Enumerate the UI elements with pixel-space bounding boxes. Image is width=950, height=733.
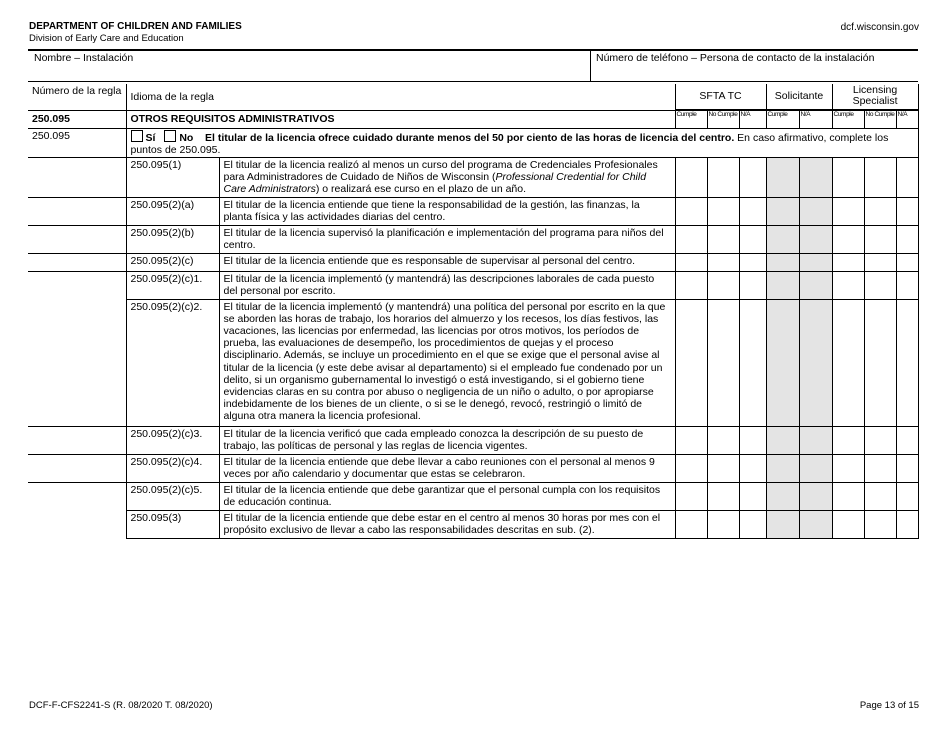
rule-number: 250.095(2)(b) bbox=[126, 225, 219, 253]
specialist-cumple-box[interactable] bbox=[832, 482, 864, 510]
margin-cell bbox=[28, 253, 126, 271]
specialist-cumple-box[interactable] bbox=[832, 225, 864, 253]
applicant-na-box[interactable] bbox=[799, 299, 832, 426]
applicant-na-box[interactable] bbox=[799, 454, 832, 482]
rule-text bbox=[219, 157, 675, 197]
sfta-na-box[interactable] bbox=[739, 157, 766, 197]
rule-number: 250.095(2)(c) bbox=[126, 253, 219, 271]
applicant-cumple-box[interactable] bbox=[766, 454, 799, 482]
applicant-cumple-box[interactable] bbox=[766, 299, 799, 426]
question-rule-number: 250.095 bbox=[28, 128, 126, 157]
facility-name-label: Nombre – Instalación bbox=[34, 52, 134, 64]
specialist-no-cumple-box[interactable] bbox=[864, 510, 896, 538]
specialist-na-box[interactable] bbox=[896, 426, 918, 454]
section-number: 250.095 bbox=[28, 110, 126, 128]
sfta-no-cumple-box[interactable] bbox=[707, 225, 739, 253]
sfta-cumple-box[interactable] bbox=[675, 157, 707, 197]
rule-number: 250.095(1) bbox=[126, 157, 219, 197]
specialist-cumple-box[interactable] bbox=[832, 271, 864, 299]
applicant-na-box[interactable] bbox=[799, 197, 832, 225]
sfta-na-box[interactable] bbox=[739, 426, 766, 454]
sfta-cumple-box[interactable] bbox=[675, 197, 707, 225]
specialist-na-box[interactable] bbox=[896, 454, 918, 482]
specialist-no-cumple-box[interactable] bbox=[864, 454, 896, 482]
sfta-na-box[interactable] bbox=[739, 454, 766, 482]
rule-text: El titular de la licencia entiende que debe llevar a cabo reuniones con el personal al menos 9 veces por año calendario y documentar que estas se celebraron. bbox=[219, 454, 675, 482]
sfta-no-cumple-box[interactable] bbox=[707, 197, 739, 225]
specialist-cumple-box[interactable] bbox=[832, 253, 864, 271]
specialist-na-box[interactable] bbox=[896, 253, 918, 271]
applicant-na-box[interactable] bbox=[799, 157, 832, 197]
column-header-rule-language: Idioma de la regla bbox=[126, 84, 675, 110]
applicant-cumple-box[interactable] bbox=[766, 157, 799, 197]
sfta-no-cumple-box[interactable] bbox=[707, 510, 739, 538]
specialist-cumple-box[interactable] bbox=[832, 454, 864, 482]
applicant-na-box[interactable] bbox=[799, 426, 832, 454]
sfta-cumple-box[interactable] bbox=[675, 253, 707, 271]
specialist-na-box[interactable] bbox=[896, 510, 918, 538]
specialist-no-cumple-box[interactable] bbox=[864, 157, 896, 197]
sfta-no-cumple-box[interactable] bbox=[707, 253, 739, 271]
applicant-cumple-box[interactable] bbox=[766, 510, 799, 538]
sfta-cumple-box[interactable] bbox=[675, 426, 707, 454]
rule-text: El titular de la licencia implementó (y mantendrá) una política del personal por escrito en la que se aborden las horas de trabajo, los horarios del almuerzo y los recesos, los días festivos, las vacaciones, las licencias por enfermedad, las licencias por otros motivos, los períodos de prueba, las evaluaciones de desempeño, los procedimientos de quejas y el proceso disciplinario. Además, se incluye un procedimiento en el que se exige que el personal avise al titular de la licencia (y este debe avisar al departamento) si el empleado fue condenado por un delito, si un organismo gubernamental lo investigó o está investigando, si el gobierno tiene evidencias claras en su contra por abuso o negligencia de un niño o adulto, o por apropiarse indebidamente de los bienes de un cliente, o si se le denegó, revocó, restringió o limitó de alguna otra manera la licencia profesional. bbox=[219, 299, 675, 426]
sfta-no-cumple-box[interactable] bbox=[707, 426, 739, 454]
specialist-no-cumple-box[interactable] bbox=[864, 197, 896, 225]
rule-text-part: ) o realizará ese curso en el plazo de un año. bbox=[315, 183, 527, 196]
yes-label: Sí bbox=[145, 131, 156, 144]
applicant-cumple-header: Cumple bbox=[766, 110, 799, 128]
sfta-no-cumple-box[interactable] bbox=[707, 299, 739, 426]
rule-number: 250.095(2)(c)5. bbox=[126, 482, 219, 510]
form-id: DCF-F-CFS2241-S (R. 08/2020 T. 08/2020) bbox=[29, 700, 213, 711]
contact-phone-label: Número de teléfono – Persona de contacto de la instalación bbox=[596, 52, 875, 64]
rule-text: El titular de la licencia entiende que debe estar en el centro al menos 30 horas por mes con el propósito exclusivo de llevar a cabo las responsabilidades descritas en sub. (2). bbox=[219, 510, 675, 538]
margin-cell bbox=[28, 482, 126, 510]
sfta-na-header: N/A bbox=[739, 110, 766, 128]
specialist-no-cumple-box[interactable] bbox=[864, 299, 896, 426]
margin-cell bbox=[28, 157, 126, 197]
rule-text-part: El titular de la licencia realizó al menos un curso del programa de Credenciales Profesionales para Administradores de Cuidado de Niños de Wisconsin ( bbox=[223, 158, 658, 184]
applicant-na-box[interactable] bbox=[799, 225, 832, 253]
sfta-na-box[interactable] bbox=[739, 482, 766, 510]
checklist-table bbox=[28, 84, 919, 539]
margin-cell bbox=[28, 271, 126, 299]
specialist-na-box[interactable] bbox=[896, 271, 918, 299]
header-divider bbox=[28, 49, 918, 51]
no-checkbox[interactable] bbox=[164, 130, 176, 142]
sfta-no-cumple-box[interactable] bbox=[707, 454, 739, 482]
applicant-na-box[interactable] bbox=[799, 510, 832, 538]
column-group-sfta: SFTA TC bbox=[675, 84, 766, 109]
specialist-na-box[interactable] bbox=[896, 197, 918, 225]
sfta-na-box[interactable] bbox=[739, 271, 766, 299]
specialist-cumple-header: Cumple bbox=[832, 110, 864, 128]
column-group-applicant: Solicitante bbox=[766, 84, 832, 109]
website-link[interactable]: dcf.wisconsin.gov bbox=[840, 22, 919, 33]
specialist-no-cumple-box[interactable] bbox=[864, 426, 896, 454]
rule-number: 250.095(3) bbox=[126, 510, 219, 538]
rule-text: El titular de la licencia entiende que debe garantizar que el personal cumpla con los requisitos de educación continua. bbox=[219, 482, 675, 510]
question-text: El titular de la licencia ofrece cuidado durante menos del 50 por ciento de las horas de licencia del centro. bbox=[205, 131, 735, 144]
sfta-cumple-box[interactable] bbox=[675, 482, 707, 510]
rule-text: El titular de la licencia verificó que cada empleado conozca la descripción de su puesto de trabajo, las políticas de personal y las reglas de licencia vigentes. bbox=[219, 426, 675, 454]
rule-text: El titular de la licencia entiende que tiene la responsabilidad de la gestión, las finanzas, la planta física y las actividades diarias del centro. bbox=[219, 197, 675, 225]
specialist-na-box[interactable] bbox=[896, 157, 918, 197]
applicant-na-box[interactable] bbox=[799, 271, 832, 299]
specialist-no-cumple-header: No Cumple bbox=[864, 110, 896, 128]
applicant-na-header: N/A bbox=[799, 110, 832, 128]
sfta-na-box[interactable] bbox=[739, 225, 766, 253]
sfta-cumple-box[interactable] bbox=[675, 225, 707, 253]
specialist-no-cumple-box[interactable] bbox=[864, 225, 896, 253]
specialist-cumple-box[interactable] bbox=[832, 510, 864, 538]
rule-number: 250.095(2)(a) bbox=[126, 197, 219, 225]
sfta-cumple-box[interactable] bbox=[675, 454, 707, 482]
specialist-no-cumple-box[interactable] bbox=[864, 253, 896, 271]
rule-number: 250.095(2)(c)2. bbox=[126, 299, 219, 426]
rule-number: 250.095(2)(c)4. bbox=[126, 454, 219, 482]
applicant-na-box[interactable] bbox=[799, 253, 832, 271]
specialist-cumple-box[interactable] bbox=[832, 157, 864, 197]
margin-cell bbox=[28, 225, 126, 253]
rule-text-italic: Professional Credential for Child Care Administrators bbox=[223, 171, 647, 196]
column-group-specialist: Licensing Specialist bbox=[832, 84, 918, 109]
facility-fields-bottom bbox=[28, 81, 918, 82]
sfta-no-cumple-box[interactable] bbox=[707, 157, 739, 197]
specialist-no-cumple-box[interactable] bbox=[864, 482, 896, 510]
specialist-cumple-box[interactable] bbox=[832, 197, 864, 225]
rule-text: El titular de la licencia entiende que es responsable de supervisar al personal del centro. bbox=[219, 253, 675, 271]
rule-number: 250.095(2)(c)3. bbox=[126, 426, 219, 454]
rule-text: El titular de la licencia implementó (y mantendrá) las descripciones laborales de cada puesto del personal por escrito. bbox=[219, 271, 675, 299]
facility-field-divider bbox=[590, 50, 591, 81]
specialist-no-cumple-box[interactable] bbox=[864, 271, 896, 299]
specialist-cumple-box[interactable] bbox=[832, 426, 864, 454]
margin-cell bbox=[28, 510, 126, 538]
sfta-cumple-header: Cumple bbox=[675, 110, 707, 128]
no-label: No bbox=[179, 131, 194, 144]
yes-checkbox[interactable] bbox=[131, 130, 143, 142]
column-header-rule-number: Número de la regla bbox=[28, 84, 126, 110]
sfta-no-cumple-box[interactable] bbox=[707, 271, 739, 299]
specialist-na-box[interactable] bbox=[896, 225, 918, 253]
sfta-cumple-box[interactable] bbox=[675, 510, 707, 538]
rule-text: El titular de la licencia supervisó la planificación e implementación del programa para niños del centro. bbox=[219, 225, 675, 253]
specialist-na-box[interactable] bbox=[896, 299, 918, 426]
sfta-cumple-box[interactable] bbox=[675, 299, 707, 426]
applicant-cumple-box[interactable] bbox=[766, 253, 799, 271]
margin-cell bbox=[28, 299, 126, 426]
applicant-cumple-box[interactable] bbox=[766, 482, 799, 510]
applicant-cumple-box[interactable] bbox=[766, 271, 799, 299]
specialist-cumple-box[interactable] bbox=[832, 299, 864, 426]
sfta-na-box[interactable] bbox=[739, 197, 766, 225]
applicant-na-box[interactable] bbox=[799, 482, 832, 510]
rule-number: 250.095(2)(c)1. bbox=[126, 271, 219, 299]
sfta-na-box[interactable] bbox=[739, 253, 766, 271]
sfta-na-box[interactable] bbox=[739, 299, 766, 426]
applicant-cumple-box[interactable] bbox=[766, 197, 799, 225]
question-instruction: En caso afirmativo, complete los puntos de 250.095. bbox=[130, 131, 889, 156]
division-name: Division of Early Care and Education bbox=[29, 33, 184, 44]
specialist-na-header: N/A bbox=[896, 110, 918, 128]
page-number: Page 13 of 15 bbox=[859, 700, 919, 711]
sfta-no-cumple-header: No Cumple bbox=[707, 110, 739, 128]
sfta-cumple-box[interactable] bbox=[675, 271, 707, 299]
section-title: OTROS REQUISITOS ADMINISTRATIVOS bbox=[126, 110, 675, 128]
sfta-no-cumple-box[interactable] bbox=[707, 482, 739, 510]
margin-cell bbox=[28, 426, 126, 454]
specialist-na-box[interactable] bbox=[896, 482, 918, 510]
applicant-cumple-box[interactable] bbox=[766, 426, 799, 454]
margin-cell bbox=[28, 454, 126, 482]
margin-cell bbox=[28, 197, 126, 225]
department-name: DEPARTMENT OF CHILDREN AND FAMILIES bbox=[29, 21, 242, 32]
sfta-na-box[interactable] bbox=[739, 510, 766, 538]
question-row bbox=[126, 128, 918, 157]
applicant-cumple-box[interactable] bbox=[766, 225, 799, 253]
